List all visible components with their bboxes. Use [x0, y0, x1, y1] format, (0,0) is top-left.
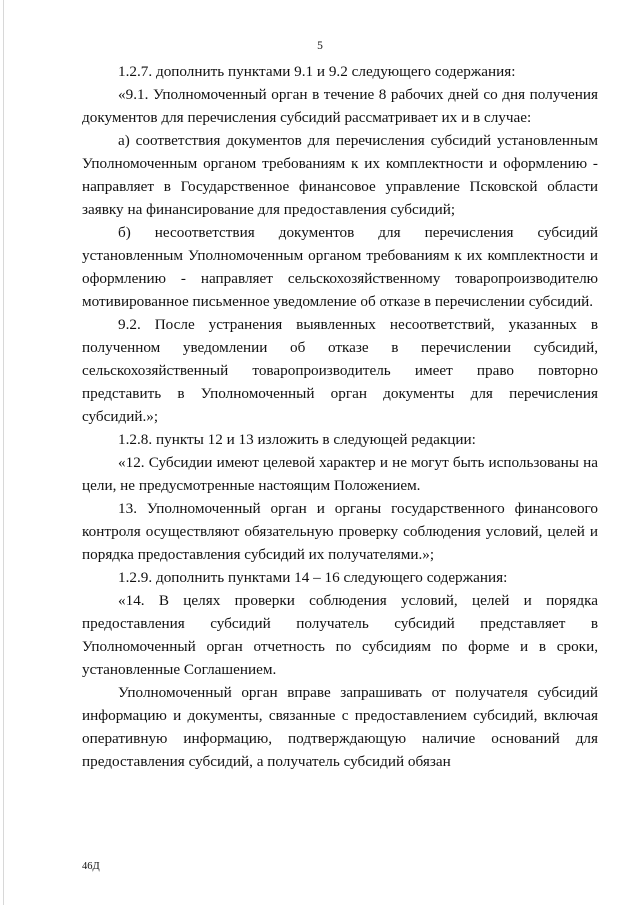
paragraph-9-2: 9.2. После устранения выявленных несоответствий, указанных в полученном уведомлении об отказе в перечислении субсидий, сельскохозяйственный товаропроизводитель имеет право повторно представить в Уполномоченный орган документы для перечисления субсидий.»;: [82, 316, 598, 425]
paragraph-12: «12. Субсидии имеют целевой характер и не могут быть использованы на цели, не предусмотренные настоящим Положением.: [82, 454, 598, 494]
paragraph-9-1: «9.1. Уполномоченный орган в течение 8 рабочих дней со дня получения документов для перечисления субсидий рассматривает их и в случае:: [82, 86, 598, 126]
paragraph-13: 13. Уполномоченный орган и органы государственного финансового контроля осуществляют обязательную проверку соблюдения условий, целей и порядка предоставления субсидий их получателями.»;: [82, 500, 598, 563]
paragraph-9-1-a: а) соответствия документов для перечисления субсидий установленным Уполномоченным органом требованиям к их комплектности и оформлению - направляет в Государственное финансовое управление Псковской области заявку на финансирование для предоставления субсидий;: [82, 132, 598, 218]
document-body: [82, 60, 598, 773]
paragraph-1-2-7: 1.2.7. дополнить пунктами 9.1 и 9.2 следующего содержания:: [118, 63, 516, 80]
paragraph-1-2-8: 1.2.8. пункты 12 и 13 изложить в следующей редакции:: [118, 431, 476, 448]
paragraph-9-1-b: б) несоответствия документов для перечисления субсидий установленным Уполномоченным органом требованиям к их комплектности и оформлению - направляет сельскохозяйственному товаропроизводителю мотивированное письменное уведомление об отказе в перечислении субсидий.: [82, 224, 598, 310]
paragraph-14: «14. В целях проверки соблюдения условий, целей и порядка предоставления субсидий получатель субсидий представляет в Уполномоченный орган отчетность по субсидиям по форме и в сроки, установленные Соглашением.: [82, 592, 598, 678]
footer-mark: 46Д: [82, 861, 100, 872]
page-number: 5: [317, 40, 323, 52]
paragraph-14-continued: Уполномоченный орган вправе запрашивать от получателя субсидий информацию и документы, связанные с предоставлением субсидий, включая оперативную информацию, подтверждающую наличие оснований для предоставления субсидий, а получатель субсидий обязан: [82, 684, 598, 770]
scan-edge-line: [3, 0, 4, 905]
paragraph-1-2-9: 1.2.9. дополнить пунктами 14 – 16 следующего содержания:: [118, 569, 508, 586]
